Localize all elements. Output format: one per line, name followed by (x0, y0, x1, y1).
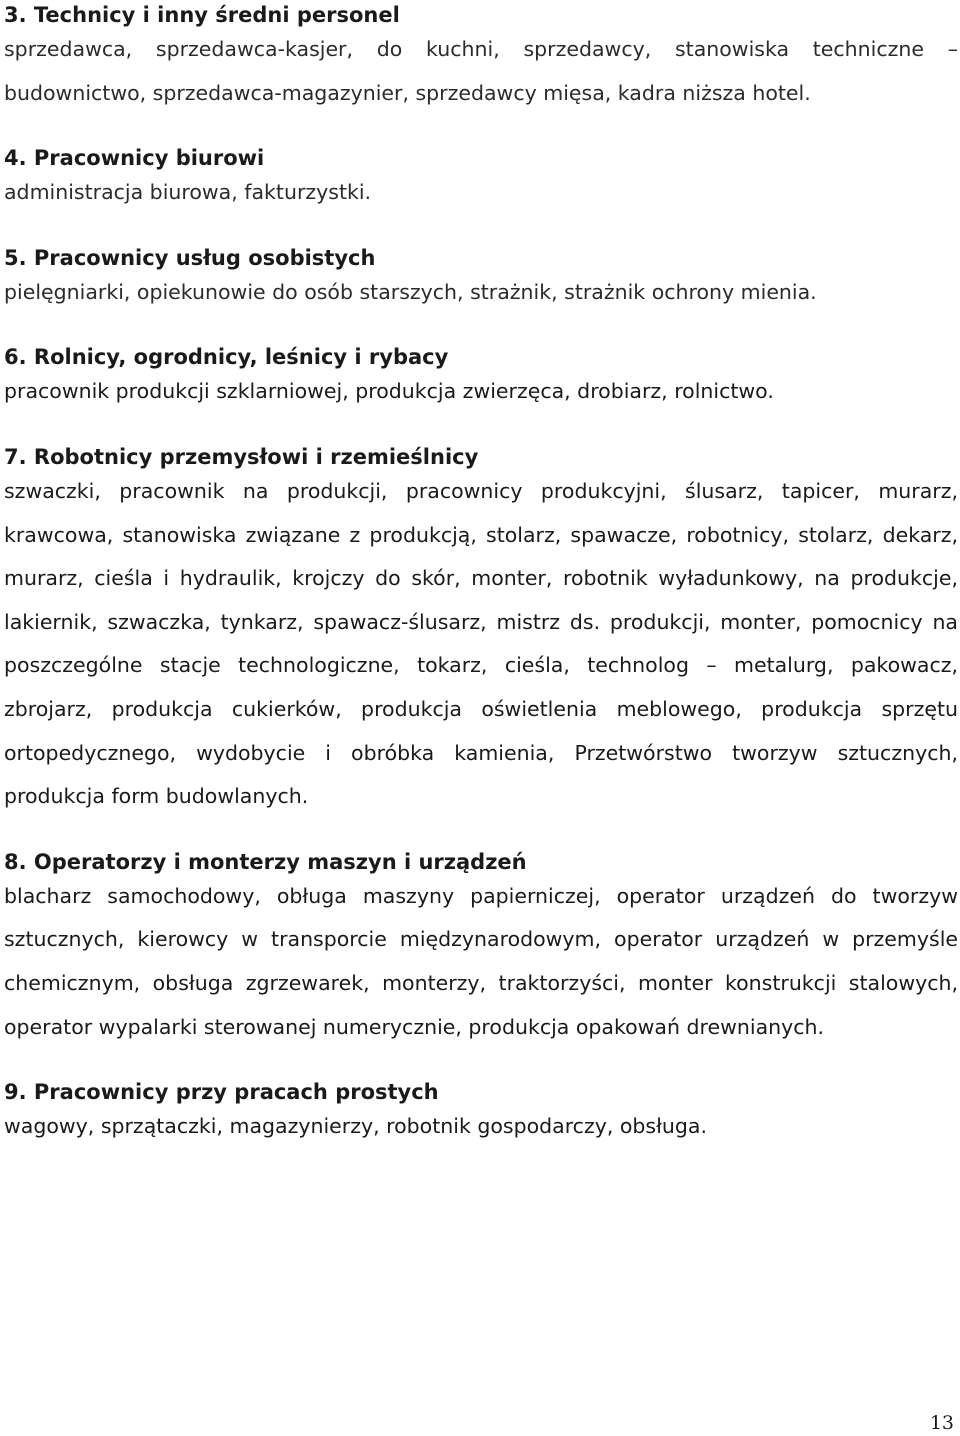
section-5 (4, 243, 958, 315)
section-heading: 7. Robotnicy przemysłowi i rzemieślnicy (4, 444, 479, 469)
section-heading: 4. Pracownicy biurowi (4, 146, 265, 171)
section-9 (4, 1077, 958, 1149)
section-text: sprzedawca, sprzedawca-kasjer, do kuchni, sprzedawcy, stanowiska techniczne – budownictwo, sprzedawca-magazynier, sprzedawcy mięsa, kadra niższa hotel. (4, 37, 958, 105)
section-text: administracja biurowa, fakturzystki. (4, 180, 372, 205)
section-heading: 9. Pracownicy przy pracach prostych (4, 1080, 439, 1105)
section-8 (4, 847, 958, 1049)
section-text: pracownik produkcji szklarniowej, produkcja zwierzęca, drobiarz, rolnictwo. (4, 379, 774, 404)
section-heading: 3. Technicy i inny średni personel (4, 3, 400, 27)
section-6 (4, 342, 958, 414)
section-text: pielęgniarki, opiekunowie do osób starszych, strażnik, strażnik ochrony mienia. (4, 279, 817, 304)
section-heading: 5. Pracownicy usług osobistych (4, 245, 376, 270)
section-heading: 8. Operatorzy i monterzy maszyn i urządzeń (4, 849, 527, 874)
section-7 (4, 442, 958, 819)
section-heading: 6. Rolnicy, ogrodnicy, leśnicy i rybacy (4, 345, 449, 370)
document-page (4, 0, 958, 1149)
section-3 (4, 0, 958, 115)
section-text: szwaczki, pracownik na produkcji, pracownicy produkcyjni, ślusarz, tapicer, murarz, krawcowa, stanowiska związane z produkcją, stolarz, spawacze, robotnicy, stolarz, dekarz, murarz, cieśla i hydraulik, krojczy do skór, monter, robotnik wyładunkowy, na produkcje, lakiernik, szwaczka, tynkarz, spawacz-ślusarz, mistrz ds. produkcji, monter, pomocnicy na poszczególne stacje technologiczne, tokarz, cieśla, technolog – metalurg, pakowacz, zbrojarz, produkcja cukierków, produkcja oświetlenia meblowego, produkcja sprzętu ortopedycznego, wydobycie i obróbka kamienia, Przetwórstwo tworzyw sztucznych, produkcja form budowlanych. (4, 478, 958, 809)
section-4 (4, 143, 958, 215)
section-text: wagowy, sprzątaczki, magazynierzy, robotnik gospodarczy, obsługa. (4, 1114, 708, 1139)
section-text: blacharz samochodowy, obługa maszyny papierniczej, operator urządzeń do tworzyw sztucznych, kierowcy w transporcie międzynarodowym, operator urządzeń w przemyśle chemicznym, obsługa zgrzewarek, monterzy, traktorzyści, monter konstrukcji stalowych, operator wypalarki sterowanej numerycznie, produkcja opakowań drewnianych. (4, 883, 958, 1039)
page-number: 13 (929, 1412, 954, 1434)
